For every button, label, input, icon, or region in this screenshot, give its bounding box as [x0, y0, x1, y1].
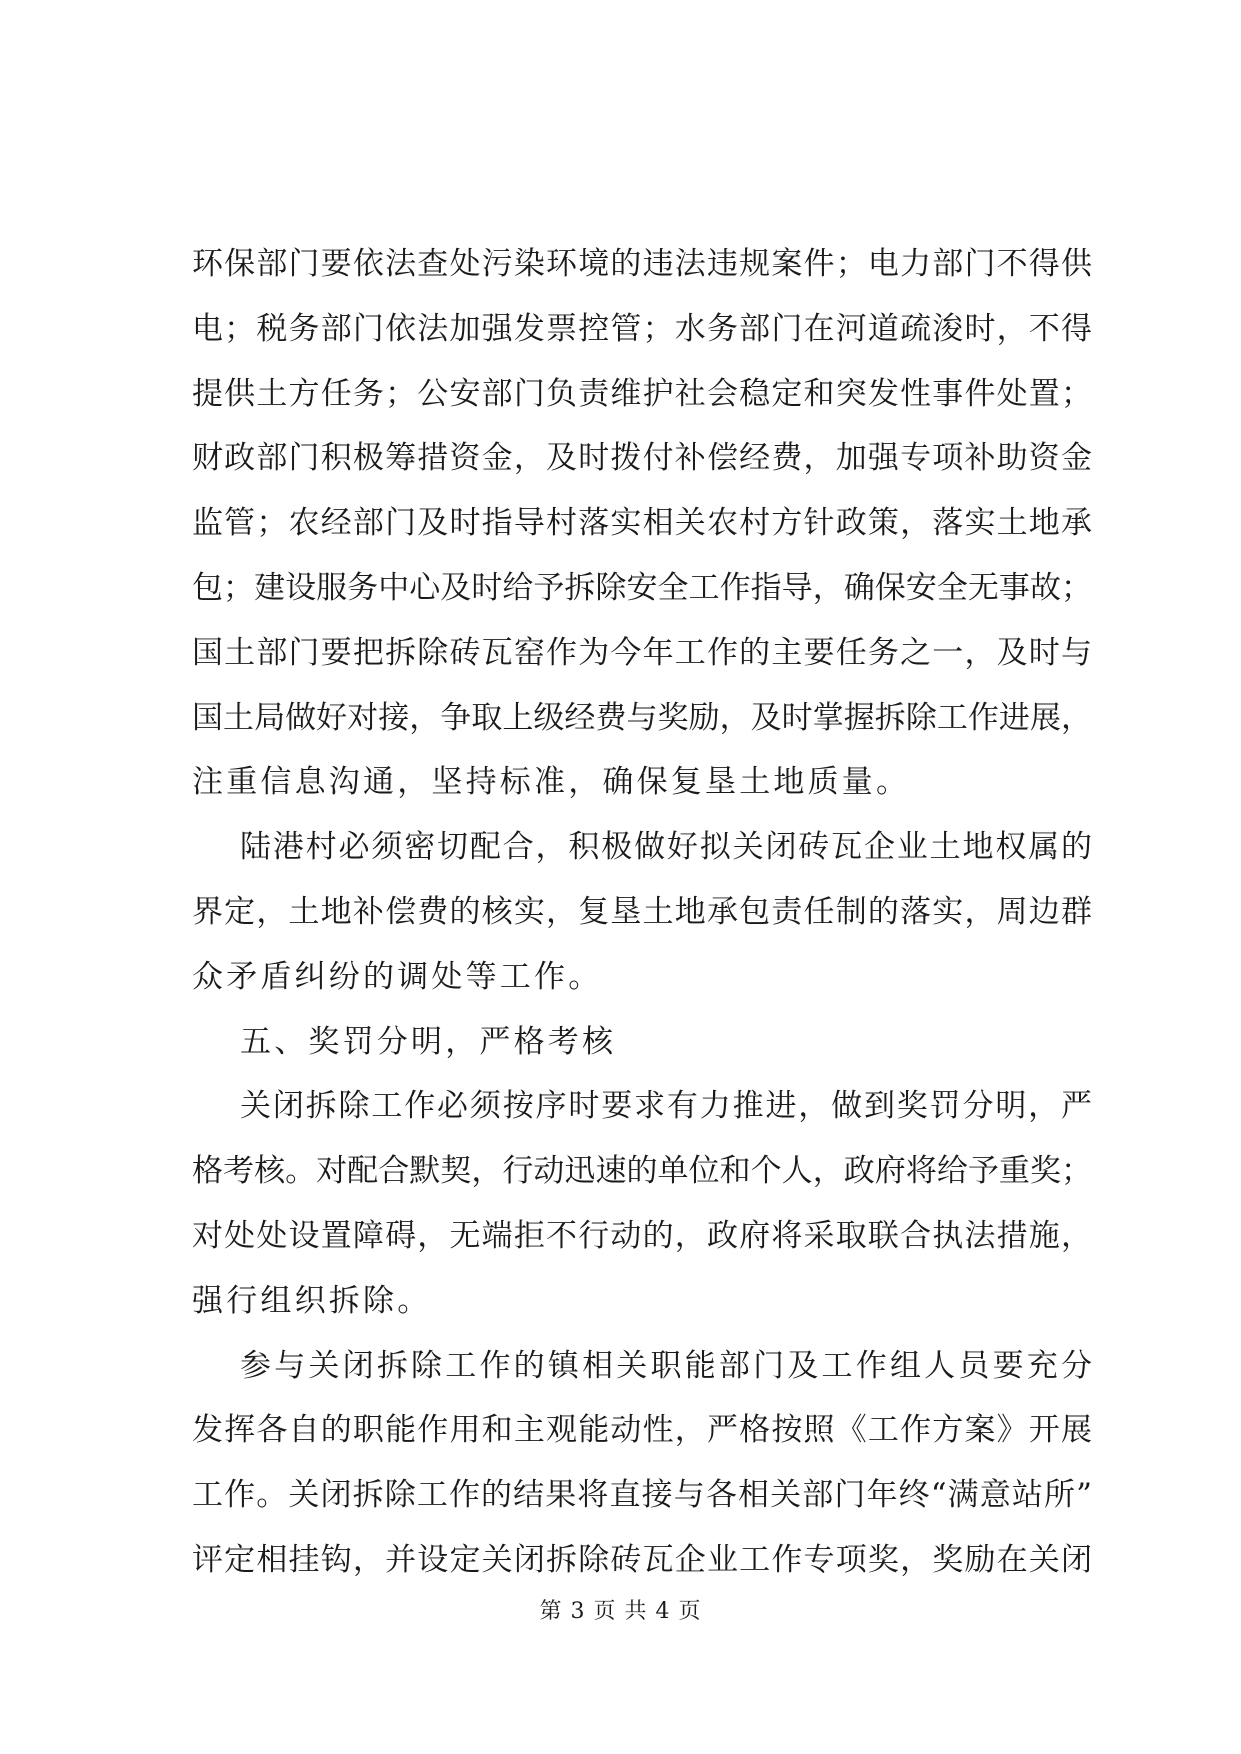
text-line: 注重信息沟通，坚持标准，确保复垦土地质量。 — [192, 764, 911, 801]
text-line: 提供土方任务；公安部门负责维护社会稳定和突发性事件处置； — [192, 375, 1092, 412]
text-line: 国土部门要把拆除砖瓦窑作为今年工作的主要任务之一，及时与 — [192, 634, 1092, 671]
page-number-footer: 第 3 页 共 4 页 — [539, 1599, 702, 1624]
text-line: 对处处设置障碍，无端拒不行动的，政府将采取联合执法措施， — [192, 1217, 1092, 1254]
text-line: 关闭拆除工作必须按序时要求有力推进，做到奖罚分明，严 — [240, 1088, 1092, 1125]
text-line: 发挥各自的职能作用和主观能动性，严格按照《工作方案》开展 — [192, 1412, 1092, 1449]
section-heading: 五、奖罚分明，严格考核 — [240, 1023, 617, 1060]
text-line: 格考核。对配合默契，行动迅速的单位和个人，政府将给予重奖； — [192, 1153, 1092, 1190]
text-line: 参与关闭拆除工作的镇相关职能部门及工作组人员要充分 — [240, 1347, 1092, 1384]
text-line: 包；建设服务中心及时给予拆除安全工作指导，确保安全无事故； — [192, 569, 1092, 606]
text-line: 评定相挂钩，并设定关闭拆除砖瓦企业工作专项奖，奖励在关闭 — [192, 1541, 1092, 1578]
text-line: 工作。关闭拆除工作的结果将直接与各相关部门年终“满意站所” — [192, 1477, 1092, 1514]
text-line: 众矛盾纠纷的调处等工作。 — [192, 958, 603, 995]
text-line: 环保部门要依法查处污染环境的违法违规案件；电力部门不得供 — [192, 246, 1092, 282]
text-line: 强行组织拆除。 — [192, 1282, 432, 1319]
text-line: 财政部门积极筹措资金，及时拨付补偿经费，加强专项补助资金 — [192, 440, 1092, 477]
text-line: 电；税务部门依法加强发票控管；水务部门在河道疏浚时，不得 — [192, 310, 1092, 347]
text-line: 监管；农经部门及时指导村落实相关农村方针政策，落实土地承 — [192, 505, 1092, 542]
body-text — [192, 232, 1092, 1593]
text-line: 界定，土地补偿费的核实，复垦土地承包责任制的落实，周边群 — [192, 893, 1092, 930]
text-line: 国土局做好对接，争取上级经费与奖励，及时掌握拆除工作进展， — [192, 699, 1092, 736]
text-line: 陆港村必须密切配合，积极做好拟关闭砖瓦企业土地权属的 — [240, 829, 1092, 866]
